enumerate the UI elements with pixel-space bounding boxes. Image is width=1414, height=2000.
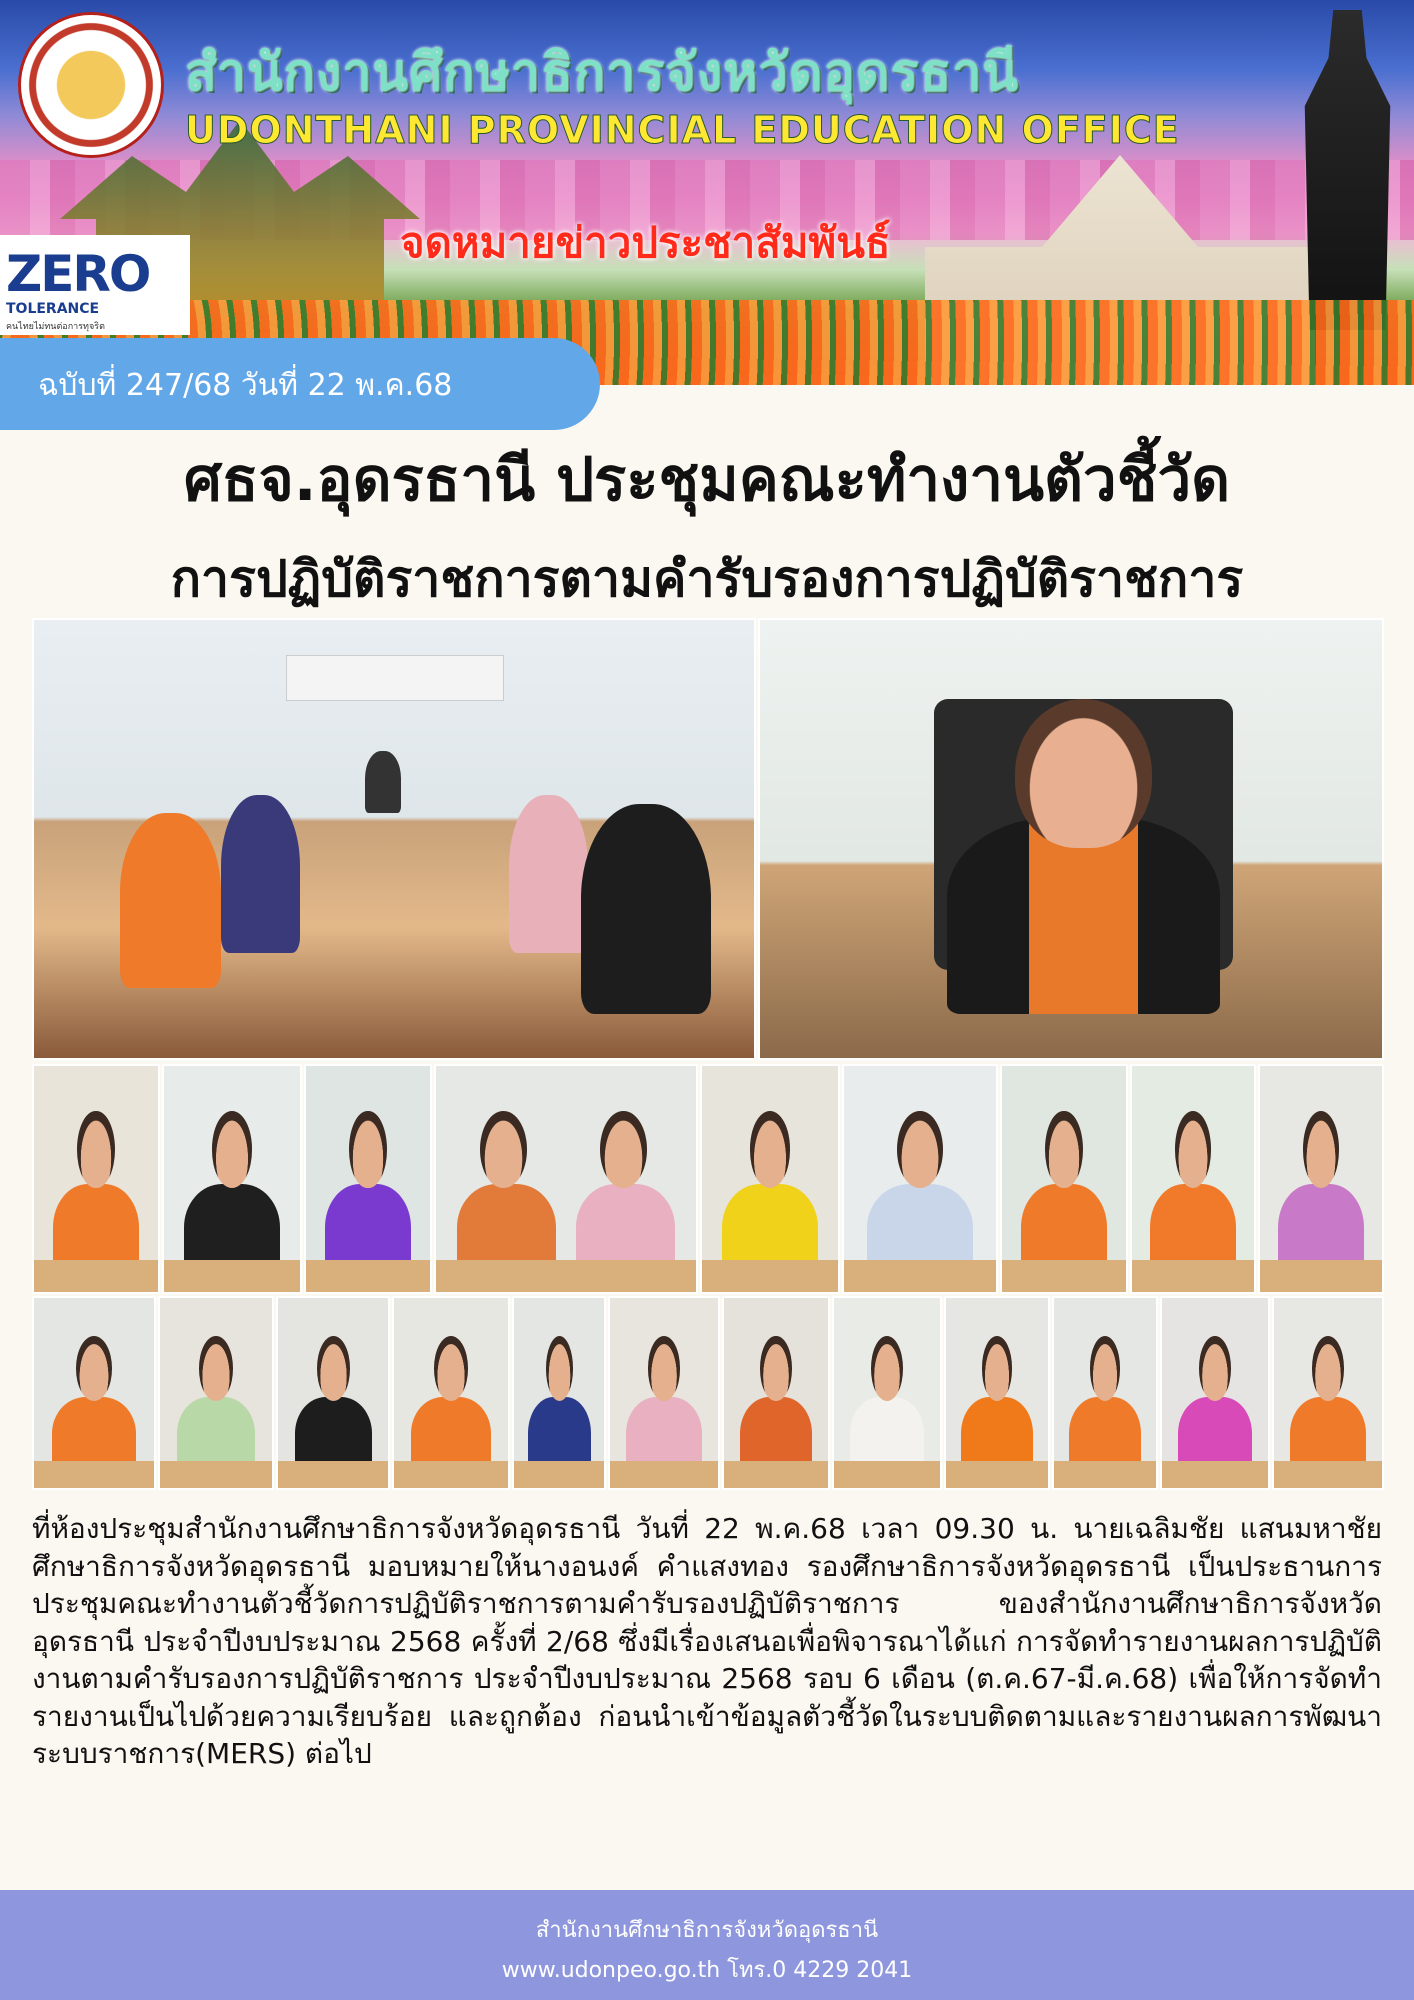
zero-tolerance-logo — [0, 235, 190, 335]
attendee-photo — [1258, 1064, 1384, 1294]
attendee-photo — [722, 1296, 830, 1490]
attendee-photo — [1130, 1064, 1256, 1294]
attendee-photo — [162, 1064, 302, 1294]
headline-line-2: การปฏิบัติราชการตามคำรับรองการปฏิบัติราชการ — [170, 550, 1244, 608]
attendee-photo — [304, 1064, 432, 1294]
attendee-photo — [434, 1064, 698, 1294]
office-title-en: UDONTHANI PROVINCIAL EDUCATION OFFICE — [185, 108, 1180, 152]
footer-org: สำนักงานศึกษาธิการจังหวัดอุดรธานี — [535, 1918, 879, 1943]
zero-logo-word: ZERO — [6, 245, 150, 303]
attendee-photo — [276, 1296, 390, 1490]
issue-number: ฉบับที่ 247/68 วันที่ 22 พ.ค.68 — [38, 368, 453, 403]
header-banner — [0, 0, 1414, 385]
attendee-photo — [512, 1296, 606, 1490]
attendee-photo — [842, 1064, 998, 1294]
chairperson-photo — [758, 618, 1384, 1060]
attendee-photo — [158, 1296, 274, 1490]
zero-logo-tolerance: TOLERANCE — [6, 301, 100, 317]
office-title-th: สำนักงานศึกษาธิการจังหวัดอุดรธานี — [185, 43, 1019, 103]
meeting-room-photo — [32, 618, 756, 1060]
attendee-photo — [832, 1296, 942, 1490]
footer-contact: www.udonpeo.go.th โทร.0 4229 2041 — [501, 1958, 913, 1983]
attendee-photo — [1052, 1296, 1158, 1490]
attendee-photo — [608, 1296, 720, 1490]
attendee-photo — [700, 1064, 840, 1294]
attendee-photo — [1160, 1296, 1270, 1490]
attendee-photo — [944, 1296, 1050, 1490]
attendee-photo — [32, 1064, 160, 1294]
news-body: ที่ห้องประชุมสำนักงานศึกษาธิการจังหวัดอุดรธานี วันที่ 22 พ.ค.68 เวลา 09.30 น. นายเฉลิมชัย แสนมหาชัย ศึกษาธิการจังหวัดอุดรธานี มอบหมายให้นางอนงค์ คำแสงทอง รองศึกษาธิการจังหวัดอุดรธานี เป็นประธานการประชุมคณะทำงานตัวชี้วัดการปฏิบัติราชการตามคำรับรองปฏิบัติราชการ ของสำนักงานศึกษาธิการจังหวัดอุดรธานี ประจำปีงบประมาณ 2568 ครั้งที่ 2/68 ซึ่งมีเรื่องเสนอเพื่อพิจารณาได้แก่ การจัดทำรายงานผลการปฏิบัติงานตามคำรับรองการปฏิบัติราชการ ประจำปีงบประมาณ 2568 รอบ 6 เดือน (ต.ค.67-มี.ค.68) เพื่อให้การจัดทำรายงานเป็นไปด้วยความเรียบร้อย และถูกต้อง ก่อนนำเข้าข้อมูลตัวชี้วัดในระบบติดตามและรายงานผลการพัฒนาระบบราชการ(MERS) ต่อไป — [32, 1512, 1382, 1770]
attendee-photo — [1000, 1064, 1128, 1294]
attendee-photo — [392, 1296, 510, 1490]
attendee-photo — [32, 1296, 156, 1490]
zero-logo-tagline: คนไทยไม่ทนต่อการทุจริต — [6, 322, 105, 332]
newsletter-subtitle: จดหมายข่าวประชาสัมพันธ์ — [400, 218, 891, 267]
attendee-photo — [1272, 1296, 1384, 1490]
room-wall-sign — [286, 655, 504, 701]
chairperson-face — [1015, 699, 1152, 848]
ministry-seal-logo — [18, 12, 164, 158]
headline-line-1: ศธจ.อุดรธานี ประชุมคณะทำงานตัวชี้วัด — [183, 445, 1231, 515]
statue-image — [1300, 10, 1395, 330]
